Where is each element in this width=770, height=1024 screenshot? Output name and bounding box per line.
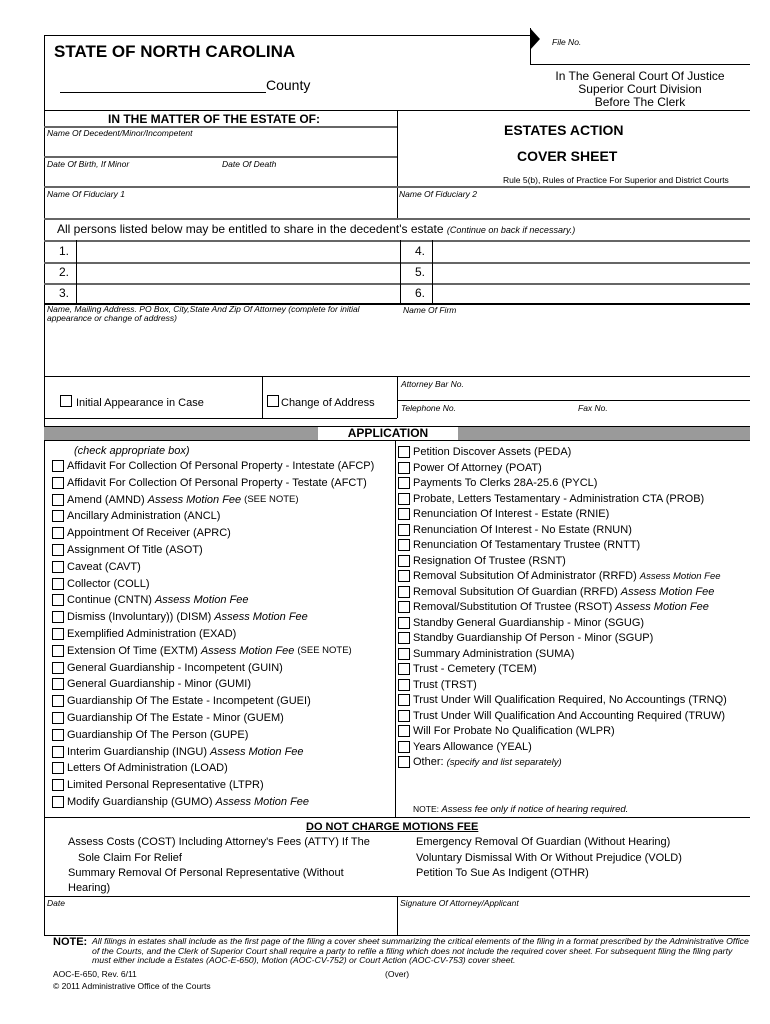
option-fee-note: Assess Motion Fee xyxy=(639,570,721,582)
attorney-address-label: Name, Mailing Address. PO Box, City,State And Zip Of Attorney (complete for initial appearance or change of address) xyxy=(47,304,360,323)
option-label: Guardianship Of The Person (GUPE) xyxy=(67,728,249,741)
person-num: 6. xyxy=(415,286,426,300)
application-option[interactable] xyxy=(398,617,644,629)
checkbox[interactable] xyxy=(52,628,64,640)
checkbox[interactable] xyxy=(52,527,64,539)
signature-label: Signature Of Attorney/Applicant xyxy=(400,898,519,908)
checkbox[interactable] xyxy=(52,695,64,707)
checkbox[interactable] xyxy=(52,510,64,522)
option-label: Collector (COLL) xyxy=(67,577,150,590)
application-option[interactable] xyxy=(398,632,653,644)
file-no-field[interactable] xyxy=(531,36,750,65)
application-option[interactable] xyxy=(52,578,150,590)
option-label: Ancillary Administration (ANCL) xyxy=(67,510,221,523)
application-option[interactable] xyxy=(398,570,721,582)
change-address-checkbox[interactable] xyxy=(267,395,279,407)
application-option[interactable] xyxy=(398,725,615,737)
application-option[interactable] xyxy=(398,648,574,660)
form-title-2: COVER SHEET xyxy=(517,148,618,164)
no-fee-item: Assess Costs (COST) Including Attorney's Fees (ATTY) If The xyxy=(68,836,370,848)
application-option[interactable] xyxy=(398,508,609,520)
application-option[interactable] xyxy=(398,710,725,722)
court-line: Before The Clerk xyxy=(594,95,686,109)
checkbox[interactable] xyxy=(52,477,64,489)
checkbox[interactable] xyxy=(52,645,64,657)
option-label: Amend (AMND) xyxy=(67,493,145,506)
persons-note: (Continue on back if necessary.) xyxy=(446,225,576,235)
option-label: Modify Guardianship (GUMO) xyxy=(67,796,213,808)
option-label: Guardianship Of The Estate - Incompetent (GUEI) xyxy=(67,695,311,708)
checkbox[interactable] xyxy=(398,524,410,536)
application-option[interactable] xyxy=(398,493,704,505)
no-fee-item: Summary Removal Of Personal Representative (Without xyxy=(68,867,344,879)
application-option[interactable] xyxy=(52,494,299,506)
footer-note-block xyxy=(53,937,750,966)
application-instruction: (check appropriate box) xyxy=(74,445,190,457)
checkbox[interactable] xyxy=(398,663,410,675)
option-label: Other: xyxy=(413,756,444,768)
application-option[interactable] xyxy=(398,462,542,474)
checkbox[interactable] xyxy=(398,539,410,551)
checkbox[interactable] xyxy=(52,746,64,758)
option-label: Letters Of Administration (LOAD) xyxy=(67,762,228,775)
option-label: Assignment Of Title (ASOT) xyxy=(67,544,203,556)
option-label: Guardianship Of The Estate - Minor (GUEM) xyxy=(67,712,284,724)
application-option[interactable] xyxy=(52,662,283,674)
person-num: 4. xyxy=(415,244,426,258)
fiduciary2-label: Name Of Fiduciary 2 xyxy=(399,189,477,199)
persons-heading xyxy=(57,222,575,236)
court-info xyxy=(530,70,750,109)
option-label: Appointment Of Receiver (APRC) xyxy=(67,527,231,540)
option-label: Summary Administration (SUMA) xyxy=(413,647,575,660)
application-option[interactable] xyxy=(398,741,532,753)
option-label: Renunciation Of Testamentary Trustee (RNTT) xyxy=(413,539,641,551)
option-label: Years Allowance (YEAL) xyxy=(413,740,532,753)
form-number: AOC-E-650, Rev. 6/11 xyxy=(53,968,137,979)
checkbox[interactable] xyxy=(52,494,64,506)
matter-title: IN THE MATTER OF THE ESTATE OF: xyxy=(108,112,320,126)
dob-label: Date Of Birth, If Minor xyxy=(47,159,130,169)
option-label: Caveat (CAVT) xyxy=(67,560,141,573)
no-fee-item: Petition To Sue As Indigent (OTHR) xyxy=(416,867,589,879)
option-fee-note: Assess Motion Fee xyxy=(215,796,310,808)
checkbox[interactable] xyxy=(398,555,410,567)
option-label: Trust Under Will Qualification Required, No Accountings (TRNQ) xyxy=(413,694,727,706)
phone-label: Telephone No. xyxy=(401,403,456,413)
option-label: Renunciation Of Interest - No Estate (RNUN) xyxy=(413,523,632,536)
application-option[interactable] xyxy=(52,527,231,539)
option-label: Dismiss (Involuntary)) (DISM) xyxy=(67,611,212,624)
application-option[interactable] xyxy=(52,729,248,741)
application-option[interactable] xyxy=(398,679,477,691)
application-option[interactable] xyxy=(398,555,566,567)
checkbox[interactable] xyxy=(398,632,410,644)
copyright: © 2011 Administrative Office of the Courts xyxy=(53,980,211,991)
application-note xyxy=(413,804,628,815)
checkbox[interactable] xyxy=(52,611,64,623)
application-header xyxy=(44,426,750,441)
option-fee-note: Assess Motion Fee xyxy=(210,745,304,758)
option-label: General Guardianship - Minor (GUMI) xyxy=(67,678,252,691)
file-no-label: File No. xyxy=(552,37,582,47)
application-option[interactable] xyxy=(398,586,714,598)
application-option[interactable] xyxy=(52,645,352,657)
option-fee-note: Assess Motion Fee xyxy=(200,644,295,657)
application-option[interactable] xyxy=(398,663,537,675)
option-see-note: (SEE NOTE) xyxy=(244,494,299,506)
over-label: (Over) xyxy=(385,968,410,979)
checkbox[interactable] xyxy=(398,462,410,474)
option-label: Resignation Of Trustee (RSNT) xyxy=(413,554,566,567)
application-option[interactable] xyxy=(52,561,141,573)
checkbox[interactable] xyxy=(398,617,410,629)
note-prefix: NOTE: xyxy=(413,804,439,814)
checkbox[interactable] xyxy=(398,570,410,582)
court-line: In The General Court Of Justice xyxy=(555,69,725,83)
form-title-1: ESTATES ACTION xyxy=(504,122,624,138)
option-label: Affidavit For Collection Of Personal Property - Testate (AFCT) xyxy=(67,476,367,489)
option-label: Will For Probate No Qualification (WLPR) xyxy=(413,725,615,737)
no-fee-item: Voluntary Dismissal With Or Without Prejudice (VOLD) xyxy=(416,852,682,864)
change-address-label: Change of Address xyxy=(281,397,375,409)
option-label: Trust (TRST) xyxy=(413,678,477,691)
checkbox[interactable] xyxy=(52,762,64,774)
checkbox[interactable] xyxy=(398,601,410,613)
application-option[interactable] xyxy=(52,611,308,623)
option-label: Trust Under Will Qualification And Accounting Required (TRUW) xyxy=(413,709,725,722)
option-label: Removal/Substitution Of Trustee (RSOT) xyxy=(413,601,613,613)
checkbox[interactable] xyxy=(52,594,64,606)
no-fee-title: DO NOT CHARGE MOTIONS FEE xyxy=(306,821,479,833)
note-text: Assess fee only if notice of hearing required. xyxy=(441,804,629,815)
application-option[interactable] xyxy=(52,695,311,707)
option-fee-note: Assess Motion Fee xyxy=(615,601,709,613)
application-option[interactable] xyxy=(52,678,251,690)
option-fee-note: Assess Motion Fee xyxy=(620,585,715,598)
dod-label: Date Of Death xyxy=(222,159,277,169)
checkbox[interactable] xyxy=(398,493,410,505)
option-label: Extension Of Time (EXTM) xyxy=(67,644,198,657)
option-label: Standby Guardianship Of Person - Minor (SGUP) xyxy=(413,632,654,644)
application-option[interactable] xyxy=(398,756,562,768)
checkbox[interactable] xyxy=(52,678,64,690)
county-label: County xyxy=(266,77,311,93)
option-label: General Guardianship - Incompetent (GUIN) xyxy=(67,661,283,674)
persons-heading-text: All persons listed below may be entitled to share in the decedent's estate xyxy=(57,222,444,236)
option-label: Affidavit For Collection Of Personal Property - Intestate (AFCP) xyxy=(67,460,375,472)
checkbox[interactable] xyxy=(52,712,64,724)
checkbox[interactable] xyxy=(398,756,410,768)
person-num: 3. xyxy=(59,286,70,300)
checkbox[interactable] xyxy=(398,694,410,706)
checkbox[interactable] xyxy=(398,586,410,598)
fiduciary1-label: Name Of Fiduciary 1 xyxy=(47,189,125,199)
checkbox[interactable] xyxy=(52,578,64,590)
footer-row xyxy=(53,968,750,980)
application-option[interactable] xyxy=(52,628,236,640)
option-label: Probate, Letters Testamentary - Administration CTA (PROB) xyxy=(413,492,705,505)
application-option[interactable] xyxy=(52,544,203,556)
checkbox[interactable] xyxy=(52,796,64,808)
checkbox[interactable] xyxy=(52,779,64,791)
checkbox[interactable] xyxy=(398,446,410,458)
option-fee-note: Assess Motion Fee xyxy=(154,594,249,607)
application-option[interactable] xyxy=(52,594,249,606)
no-fee-item: Emergency Removal Of Guardian (Without Hearing) xyxy=(416,836,671,848)
footer-note-label: NOTE: xyxy=(53,936,88,948)
checkbox[interactable] xyxy=(52,460,64,472)
application-option[interactable] xyxy=(398,524,632,536)
decedent-label: Name Of Decedent/Minor/Incompetent xyxy=(47,128,193,138)
person-num: 2. xyxy=(59,265,70,279)
footer xyxy=(53,937,750,992)
initial-appearance-label: Initial Appearance in Case xyxy=(76,397,204,409)
no-fee-item: Hearing) xyxy=(68,882,111,894)
option-see-note: (SEE NOTE) xyxy=(297,645,352,657)
fax-label: Fax No. xyxy=(578,403,608,413)
bar-label: Attorney Bar No. xyxy=(401,379,464,389)
date-label: Date xyxy=(47,898,65,908)
option-label: Power Of Attorney (POAT) xyxy=(413,461,542,474)
checkbox[interactable] xyxy=(398,741,410,753)
checkbox[interactable] xyxy=(52,729,64,741)
option-label: Petition Discover Assets (PEDA) xyxy=(413,446,572,458)
checkbox[interactable] xyxy=(398,679,410,691)
option-fee-note: Assess Motion Fee xyxy=(214,611,308,624)
application-option[interactable] xyxy=(398,446,571,458)
initial-appearance-checkbox[interactable] xyxy=(60,395,72,407)
checkbox[interactable] xyxy=(398,648,410,660)
state-title: STATE OF NORTH CAROLINA xyxy=(54,42,296,61)
option-label: Trust - Cemetery (TCEM) xyxy=(413,663,537,675)
application-option[interactable] xyxy=(398,601,709,613)
option-label: Payments To Clerks 28A-25.6 (PYCL) xyxy=(413,477,598,489)
application-option[interactable] xyxy=(52,712,284,724)
option-label: Standby General Guardianship - Minor (SGUG) xyxy=(413,616,645,629)
checkbox[interactable] xyxy=(398,710,410,722)
option-label: Removal Subsitution Of Guardian (RRFD) xyxy=(413,585,618,598)
checkbox[interactable] xyxy=(52,544,64,556)
option-label: Removal Subsitution Of Administrator (RRFD) xyxy=(413,570,637,582)
option-fee-note: (specify and list separately) xyxy=(446,756,562,768)
application-option[interactable] xyxy=(398,539,640,551)
footer-note: All filings in estates shall include as the first page of the filing a cover sheet summarizing the critical elements of the filing in a format prescribed by the Administrative Office of the Courts, and the Clerk of Superior Court shall require a party to refile a filing which does not include the required cover sheet. For subsequent filing the filing party must either include a Estates (AOC-E-650), Motion (AOC-CV-752) or Court Action (AOC-CV-753) cover sheet. xyxy=(92,936,749,965)
application-option[interactable] xyxy=(52,779,264,791)
application-option[interactable] xyxy=(52,460,374,472)
court-line: Superior Court Division xyxy=(578,82,702,96)
application-option[interactable] xyxy=(52,796,309,808)
application-option[interactable] xyxy=(398,694,727,706)
option-label: Limited Personal Representative (LTPR) xyxy=(67,779,264,792)
checkbox[interactable] xyxy=(52,662,64,674)
application-option[interactable] xyxy=(52,477,367,489)
firm-label: Name Of Firm xyxy=(403,305,457,315)
checkbox[interactable] xyxy=(398,725,410,737)
no-fee-item: Sole Claim For Relief xyxy=(78,852,182,864)
application-title: APPLICATION xyxy=(318,427,458,440)
application-option[interactable] xyxy=(398,477,597,489)
checkbox[interactable] xyxy=(398,477,410,489)
option-label: Interim Guardianship (INGU) xyxy=(67,745,207,758)
checkbox[interactable] xyxy=(398,508,410,520)
rule-text: Rule 5(b), Rules of Practice For Superior and District Courts xyxy=(503,175,729,185)
person-num: 1. xyxy=(59,244,70,258)
application-option[interactable] xyxy=(52,510,220,522)
application-option[interactable] xyxy=(52,762,228,774)
option-label: Continue (CNTN) xyxy=(67,594,152,607)
application-option[interactable] xyxy=(52,746,304,758)
option-label: Exemplified Administration (EXAD) xyxy=(67,628,237,640)
checkbox[interactable] xyxy=(52,561,64,573)
person-num: 5. xyxy=(415,265,426,279)
option-label: Renunciation Of Interest - Estate (RNIE) xyxy=(413,508,610,520)
option-fee-note: Assess Motion Fee xyxy=(147,493,242,506)
